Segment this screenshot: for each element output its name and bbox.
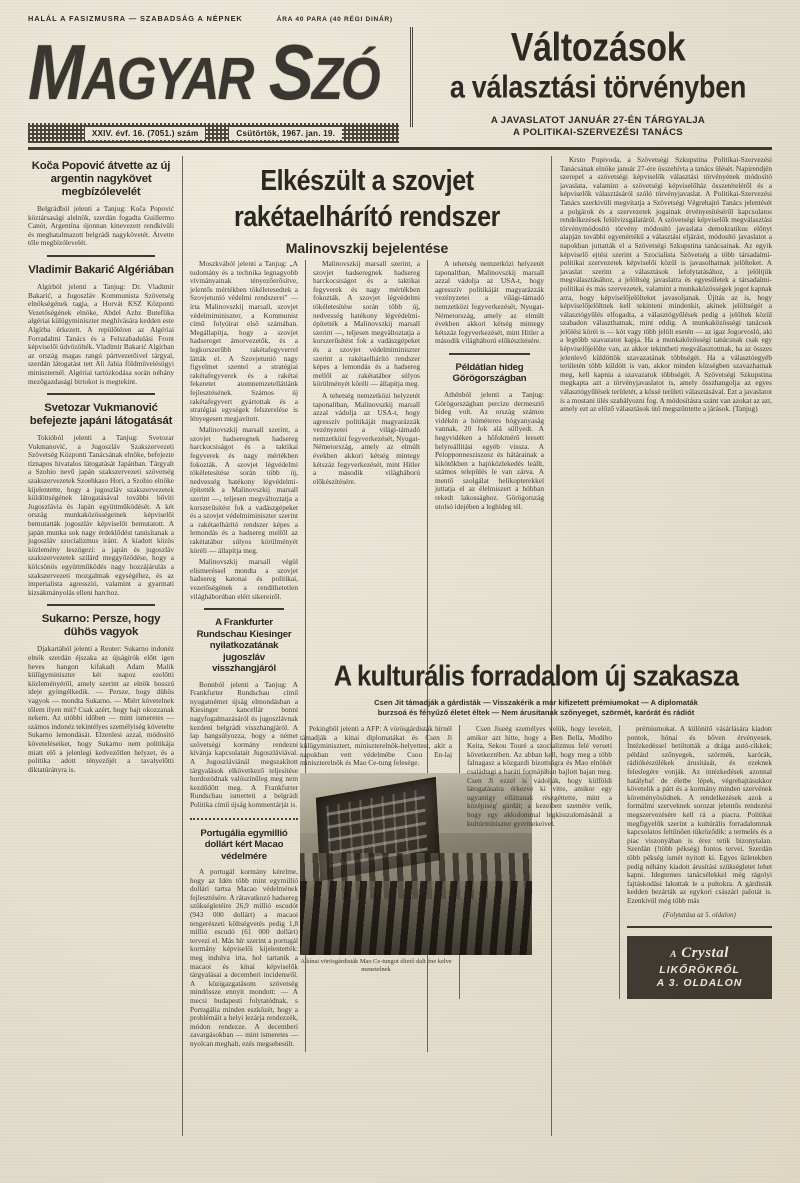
cr-col-3 [620,725,772,999]
lead-subhead [424,115,772,139]
body-portugal: A portugál kormány kérelme, hogy az Idén több mint egymillió dollári tartsa Macao védelmének fejlesztésére. A rátavatkozó hadsereg szükségletéire 26,9 millió escudót (943 000 dollárt) a macaoi tengerészeti költségvetés pedig 1,8 millió escudó (61 000 dollárt) tervezi el. Más hír szerint a portugál kormány képviselői kijelentették: meg indulva írta, hol tartanik a macaoi és kínai képviselők tárgyalásai a decemberi incidensről. A közigazgatásom szövetség mindössze ennyit mondott: — A mecsi budapesti folytatódnak, s Portugália minden eszközét, hogy a problémáit a helyi lezárja rendezzék, módon rendezze. A decemberi zavargásokban — mint ismeretes — nyolcan meghalt, ezés megsebesült. [190,867,298,1048]
section-cultural-revolution [300,662,772,999]
divider [204,608,284,610]
column-left [28,156,183,1136]
cultural-columns [300,725,772,999]
headline-frankfurter-l3: nyilatkozatának [209,640,279,652]
headline-portugal-l2: dollárt kért Macao [204,839,284,851]
center-body-b: Malinovszkij marsall szerint, a szovjet hadseregnek hadsereg harckocsiságot és a taktikai fegyverek és nagy mértékben fokozták. A szovjet légvédelmi tökéletesítése során több új, nedvesség hatékony légvédelmi-építették a Malinovszkij marsall szerint —, teljesen megváltoztatja a korszerűsítést fok a vadászgépeket és a szovjet védelmiminiszter szerint a rakétaelhárító rendszer képes a lemondás és a hadsereg mellől az rakétatábor súlyos körülményét köréli — állapítja meg. [190,425,298,555]
body-bakaric: Algírból jelenti a Tanjug: Dr. Vladimir Bakarić, a Jugoszláv Kommunista Szövetség elnökségének tagja, a Horvát KSZ Központi Vezetőségének elnöke, Abdel Azbz Buteflika algériai külügyminiszter meghívására kedden este Algírba érkezett. A repülőtéren az Algériai Forradalmi Tanács és a Felszabadulási Front képviselői üdvözölték. Vladimir Bakarić Algírban az ország magas rangú pártvezetőivel tárgyal, szerdán látogatást tett Ali Jahia földművelésügyi miniszternél. Algériai tartózkodása során néhány mezőgazdasági birtokot is megtekint. [28,281,174,386]
center-body-a: Moszkvából jelenti a Tanjug: „A tudomány és a technika legnagyobb vívmányainak tényezőerősítve, jelentős mértékben tökéletesedtek a Szovjetunió védelmi rendszerei" — írta Malinovszkij marsall, szovjet védelmiminiszter, a Kommunist című folyóirat első számában. Megállapítja, hogy a szovjet hadsereget ámorvezetők, és a legkorszerűbb rakétafegyverrel látták el. A Szovjetunió nagy figyelmet szentel a stratégiai rakétafegyverek és a rakétai fekeretet atomnemzetellátiánk fejlesztésének. Számos új rakétafegyvert gyártottak és a stratégiai egységek felszerelése is lényegesen megjavított. [190,259,298,423]
headline-portugal-l1: Portugália egymillió [200,827,288,839]
masthead [28,23,772,143]
headline-kocha-popovic: Koča Popović átvette az új argentin nagykövet megbízólevelét [31,160,171,198]
headline-frankfurter-l1: A Frankfurter [215,617,273,629]
ad-article: A [670,950,677,961]
article-portugal [190,828,298,1049]
lead-headline-line2: a választási törvényben [449,69,747,105]
masthead-left [28,23,410,143]
center-headline-line1: Elkészült a szovjet [260,164,474,197]
body-greece: Athénból jelenti a Tanjug: Görögországban percize dermesztő hideg volt. Az ország számos vidékén a hóméteres hógyanyaság vannak, 20 fok alá süllyedt. A hegyvidéken a hőfokmérő leesett helyreállítási egyéb vissza. A Pelopponnesziszosz és hátárainak a kikötőkben a hajóközlekedés leállt, számos település le van zárva. A mentő szolgálat helikopterekkel juttatja el az élelmiszert a hóbban rekedt lakossághoz. Görögország utolsó idejében a leghideg tél. [435,389,544,511]
ad-line-2: LIKŐRÖKRŐL [659,964,740,977]
masthead-price: ÁRA 40 PARA (40 RÉGI DINÁR) [276,16,393,23]
headline-frankfurter-l4: jugoszláv visszhangjáról [212,651,276,675]
headline-portugal [190,828,298,863]
newspaper-logo: MAGYAR SZÓ [28,28,379,116]
cr-sub-line2: burzsoá és fényűző életet éltek — Nem árusítanak szőnyeget, szörmét, karórát és rádiót [377,708,695,717]
headline-vukmanovic: Svetozar Vukmanović befejezte japáni látogatását [29,402,173,428]
cr-body-3: prémiumokat. A különítő vásárlására kiadott pontok, hónai és bőven érvényesek. Intézkedéssel betiltották a drága autó-cikkek; például szőnyegek, szörmék, karórák, rádiókészülékek árusítását, és ezeknek feleslegére vonják. Az intézkedések azonnal hatályba! de életbe lépek, végrehajtásukkor követelik a párt és a kormány minden szervének köreményösödnek. A rendelkezések azok a formálmi szerveknek sorozat jelentős rendezési megszervezésére kell rá a piacra. Politikai megfigyelők szerint a kultúrális forradalomnak kapcsolatos feltűnően tükröződik: a termelés és a piac viszonyában is érez tetik bizonytalan. Szerdán (!több pékség) fontos tervei. Szerdán több pékség ismét nyitott ki. Egyes üzletekben pedig néhány kiadott árusítási szükségletet lehet kapni. Idegtemes tanácsélekkel még rágolyi fajtáskodási lakuttak le a pultokra. A gárdisták kedden bezárták az egykori császári palotát is. Ezenkívül még több más [627,724,772,905]
masthead-rule [28,147,772,150]
divider [627,926,772,928]
article-sukarno [28,613,174,774]
divider [47,393,155,395]
lead-body: Krsto Popivoda, a Szövetségi Szkupstina Politikai-Szervezési Tanácsának elnöke január 27-ére összehívta a tanács ülését. Napirendjén szerepel a szövetségi képviselők választási törvényének módosító javaslata, valamint a szövetségi képviselőház összetételéről és a képviselők választásáról szóló törvényjavaslat. A Politikai-Szervezési Tanács szerkivüli megvitatja a Szövetségi Végrehajtó Tanács jelentését a polgárok és a szervezetek jogainak érvényesítéséről kapcsolatos rendelkezések felülvizsgálatáról. A szövetségi képviselők megválasztási törvénymódosító törvény módosító javaslata demokratikus előnyt alapján további egyenértékű a választási eljárást, módosító javaslatot a napokban juttatták el a Szövetségi Szkupstina tanácsainak. Az egyik képviselő ejtési szerint a Szocialista Szövetség a több társadalmi-politikai szervezetek képviselői közül is javasolhatnak jelölteket. A javaslat szerint a választások lefolytatásához, a jelöltjük megválasztásához, a jelöltség javaslatra és egyesületek a társadalmi-politikai és más szervezetek, valamint a munkaközösségek jogot kapnak arra, hogy képviselőjelölteket javasoljanak. Újítás az is, hogy képviselőjelöltnek kell tekinteni mindenkit, akinek jelöltségét a választógyűlés elfogadta, a választógyűlések pedig a jelöltek közül szabadon választhatnak, mint eddig. A munkaközösségi tanácsok jelölési köréi is — kót vagy több jelölt esetén — az igaz Jogorvosló, aki a legtöbb szavazatot kapja. Ha a munkaközösségi tanácsnak csak egy képviselőjelölte van, az akkor tekintheti megválasztottnak, ha az összes jelenlevő küldöttök szavazatának többségét. Ha a választóegyéb területén több küldött is van, akkor minden községben szavazhatnak meg, kell kapnia a szavazatok többségét. A Szövetségi Szkupstina megkapta azt a törvényjavaslatot is, amely összhangolja az egyes választógyűlések területét, a kössé területi választásával. Ezt a javaslatot is a mostani ülés szabályozni fog. A módosításra szánt van azokat az azt, amely ezt az előző választások ütő megszüntette a járások. (Tanjug) [560,155,772,414]
masthead-divider [412,27,413,127]
cr-col-1 [300,725,460,999]
body-vukmanovic: Tokióból jelenti a Tanjug: Svetozar Vukmanović, a Jugoszláv Szakszervezeti Szövetség Központi Tanácsának elnöke, befejezte tíznapos hivatalos látogatását Japánban. Tárgyalt a Szohio nevű japán szakszervezeti szövetség szakszervezetek Szoehkaso Hori, a Szohio elnöke kijelentette, hogy a jugoszláv szakszervezetek küldöttségének látogatásával további bővíti Jugoszlávia és Japán együttműködését. A két ország munkaközösségeinek képviselői bemutatták jogoszláv képviselőt bemutatott. A japán munka sok nagy érdeklődést tanúsítanak a jugoszláv szocializmus iránt. A kiadott közös közlemény leszögezi: a japán és jugoszláv szakszervezetek szilárd meggyőződése, hogy a kölcsönös együttműködés nagy hozzájárulás a szakszervezeti mozgalmak egységéhez, és az imperialista agresszió, valamint a gyarmati kizsákmányolás elleni harchoz. [28,433,174,597]
headline-greece: Példátlan hideg Görögországban [452,361,527,385]
article-kocha-popovic [28,160,174,248]
masthead-right [410,23,772,143]
article-frankfurter [190,617,298,809]
ad-line-1 [635,945,764,964]
photo-crowd-front [300,881,532,955]
issue-number: XXIV. évf. 16. (7051.) szám [85,127,206,140]
subhead-cultural-revolution [300,698,772,718]
top-strip [28,0,772,23]
center-subhead: Malinovszkij bejelentése [285,240,449,256]
body-kocha-popovic: Belgrádból jelenti a Tanjug: Koča Popović köztársasági alelnök, szerdán fogadta Guillermo Canót, Argentína újonnan kinevezett rendkívüli és meghatalmazott belgrádi nagykövetét. Átvette tőle megbízólevelét. [28,204,174,248]
lead-subhead-line2: A POLITIKAI-SZERVEZÉSI TANÁCS [512,127,684,138]
article-bakaric [28,264,174,386]
masthead-slogan: HALÁL A FASIZMUSRA — SZABADSÁG A NÉPNEK [28,14,243,23]
headline-frankfurter [190,617,298,675]
cr-sub-line1: Csen Jit támadják a gárdisták — Visszakérik a már kifizetett prémiumokat — A diplomaták [374,698,698,707]
headline-cultural-revolution: A kulturális forradalom új szakasza [333,660,739,693]
divider [47,604,155,606]
headline-bakaric: Vladimir Bakarić Algériában [28,263,174,276]
article-greece [435,362,544,511]
headline-sukarno: Sukarno: Persze, hogy dühös vagyok [41,613,161,639]
dotted-divider [190,818,298,820]
divider [47,255,155,257]
center-headline-line2: rakétaelhárító rendszer [234,200,500,233]
cr-body-2: Csen Jiseég személyes velük, hogy leveleit, amikor azt hitte, hogy a Ben Bella, Modibo Keita, Sekou Touré a szocializmus felé verseti következtében. Az abban kell, hogy meg a több falnagasz a közgazdi bizottságra és Mao elnökét családtagi a baráti formájúban bajlott bajan meg. Csen Ji ezzel is vádolják, hogy külföldi látogatásaira érkezve ki vitte, amikor egy ugyanúgy elláttanak részgéttette, mint a középiség' gárdát; a kezeiben szemére vetik, hogy egy akkolommal legkisszalomásánál a kultúrminiszter gyermekeivel. [467,724,612,828]
body-sukarno: Djakartából jelenti a Reuter: Sukarno indonéz elnök szerdán éjszaka az újságírók előtt igen heves hangon kifakadt Adam Malik külügyminiszter két napoz ezelőtti közleményéről, amely szerint az elnök hosszú ideje gyöngélkedik. — Persze, hogy dühös vagyok — mondta Sukarno. — Miért követelnek tőlem ilyen mit? Csak azért, hogy bajt okozzanak nekem. Az utóbbi időben — mint ismeretes — számos indonéz tekintélyes személyiség követelte Sukarno lemondását. Elzenlesi azzal, módosító követeléseiket, hogy Sukarno nem politikája miatt elő a jelenlegi kedvezőtlen helyzet, és a politika adott tényezőjét a tavalyelőtti diktatúrányra is. [28,644,174,774]
ad-brand: Crystal [681,945,729,962]
divider [449,353,530,355]
center-body-c3: A tehetség nemzetközi helyzetét taponaltban, Malinovszkij marsall azzal vádolja az USA-t, hogy agresszív politikáját magyarázzák vezényzetei a világi-támadó nemzetközi fegyverkezését, Nyugat-Németország, amely az elmúlt években akkori kétség mintegy kétszáz fegyverkezését, mint Hitler a második világháború előkészítésére. [313,390,420,486]
issue-bar [28,123,399,143]
cr-body-1: Pekingből jelenti a AFP: A vörösgárdisták hírnél támadják a kínai diplomatákat és Csen Ji külügyminisztert, miniszterelnök-helyettest, akit a napokban vett védelmébe Csou En-laj miniszterelnök és Mao Ce-tung felesége. [300,724,452,768]
center-headline-block [183,166,551,256]
lead-subhead-line1: A JAVASLATOT JANUÁR 27-ÉN TÁRGYALJA [490,115,706,126]
advertisement-crystal[interactable] [627,936,772,999]
body-frankfurter: Bonnból jelenti a Tanjug: A Frankfurter Rundschau című nyugatnémet újság elmondásban a Kiesinger kancellár bonni nagyfogalmazásáról és jugoszlávnak kezdeni belgrádi visszhangjáról. A lap hangsúlyozza, hogy a német szövetségi kormány rendezni kívánja kapcsolatait Jugoszláviával. A Jugoszláviánál megszakított tárgyalások elkövetkező teljesítése hordozódnak valószínűleg meg nem kezdődött meg. A Frankfurter Rundschau ismerteti a belgrádi Politika című újság kommentárját is. [190,679,298,809]
continuation-note: (Folytatása az 5. oldalon) [663,911,736,920]
headline-portugal-l3: védelmére [221,850,267,862]
issue-date: Csütörtök, 1967. jan. 19. [229,127,342,140]
center-body-c: A tehetség nemzetközi helyzetét taponaltban, Malinovszkij marsall azzal vádolja az USA-t, hogy agresszív politikáját magyarázzák vezényzetei a világi-támadó nemzetközi fegyverkezését, Nyugat-Németország, amely az elmúlt években akkori kétség mintegy kétszáz fegyverkezését, mint Hitler a második világháború előkészítésére. [435,259,544,346]
center-body-b2: Malinovszkij marsall szerint, a szovjet hadseregnek hadsereg harckocsiságot és a taktikai fegyverek és nagy mértékben fokozták. A szovjet légvédelmi tökéletesítése során több új, nedvesség hatékony légvédelmi-építették a Malinovszkij marsall szerint —, teljesen megváltoztatja a korszerűsítést fok a vadászgépeket és a szovjet védelmiminiszter szerint a rakétaelhárító rendszer képes a lemondás és a hadsereg mellől az rakétatábor súlyos körülményét köréli — állapítja meg. [313,259,420,389]
headline-frankfurter-l2: Rundschau Kiesinger [196,628,292,640]
photo-caption: A kínai vörösgárdisták Mao Ce-tungot éltető dalt éne kelve menetelnek [300,957,452,973]
ad-line-3: A 3. OLDALON [656,977,743,990]
article-vukmanovic [28,402,174,597]
center-body-c2: Malinovszkij marsall végül elismeréssel mondta a szovjet hadsereg katonai és politikai, vezetőségének a rendíthetetlen világháborúban elért sikereiről. [190,557,298,601]
lead-headline-line1: Változások [510,25,686,70]
center-col-a [183,260,305,1052]
